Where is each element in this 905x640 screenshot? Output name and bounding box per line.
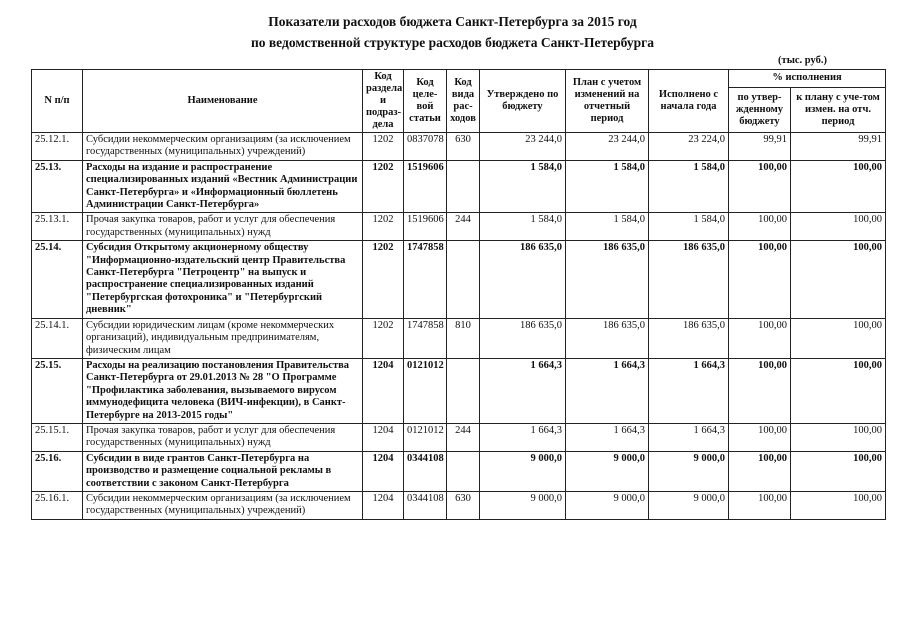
cell-razdel: 1204 [363, 491, 404, 519]
document-title-line-2: по ведомственной структуре расходов бюджета Санкт-Петербурга [250, 35, 655, 50]
cell-name: Субсидии некоммерческим организациям (за исключением государственных (муниципальных) учреждений) [83, 491, 363, 519]
cell-plan: 1 584,0 [566, 160, 649, 213]
cell-razdel: 1202 [363, 241, 404, 318]
cell-num: 25.15.1. [32, 423, 83, 451]
table-header [32, 70, 886, 133]
cell-vid [447, 160, 480, 213]
cell-num: 25.15. [32, 358, 83, 423]
cell-approved: 186 635,0 [480, 241, 566, 318]
cell-statya: 1747858 [404, 318, 447, 358]
cell-name: Расходы на издание и распространение специализированных изданий «Вестник Администрации Санкт-Петербурга» и «Информационный бюллетень Администрации Санкт-Петербурга» [83, 160, 363, 213]
cell-name: Субсидии юридическим лицам (кроме некоммерческих организаций), индивидуальным предпринимателям, физическим лицам [83, 318, 363, 358]
cell-approved: 1 664,3 [480, 423, 566, 451]
cell-plan: 186 635,0 [566, 318, 649, 358]
cell-pct-approved: 100,00 [729, 423, 791, 451]
cell-vid [447, 451, 480, 491]
header-razdel: Код раздела и подраз-дела [363, 70, 404, 133]
cell-pct-approved: 99,91 [729, 133, 791, 161]
cell-approved: 9 000,0 [480, 491, 566, 519]
cell-plan: 9 000,0 [566, 491, 649, 519]
cell-pct-plan: 100,00 [791, 491, 886, 519]
units-note: (тыс. руб.) [778, 55, 827, 66]
cell-num: 25.16. [32, 451, 83, 491]
cell-executed: 186 635,0 [649, 241, 729, 318]
cell-num: 25.13.1. [32, 213, 83, 241]
cell-approved: 1 584,0 [480, 213, 566, 241]
cell-num: 25.16.1. [32, 491, 83, 519]
table-row [32, 451, 886, 491]
header-statya: Код целе-вой статьи [404, 70, 447, 133]
cell-plan: 186 635,0 [566, 241, 649, 318]
cell-pct-approved: 100,00 [729, 451, 791, 491]
cell-executed: 9 000,0 [649, 451, 729, 491]
header-num: N п/п [32, 70, 83, 133]
header-row-1 [32, 70, 886, 88]
cell-executed: 9 000,0 [649, 491, 729, 519]
cell-vid: 630 [447, 133, 480, 161]
cell-num: 25.14. [32, 241, 83, 318]
cell-statya: 0837078 [404, 133, 447, 161]
header-plan: План с учетом изменений на отчетный период [566, 70, 649, 133]
cell-pct-plan: 100,00 [791, 358, 886, 423]
cell-pct-approved: 100,00 [729, 160, 791, 213]
cell-pct-approved: 100,00 [729, 241, 791, 318]
cell-approved: 186 635,0 [480, 318, 566, 358]
table-row [32, 423, 886, 451]
cell-pct-plan: 100,00 [791, 241, 886, 318]
header-approved: Утверждено по бюджету [480, 70, 566, 133]
table-row [32, 358, 886, 423]
cell-pct-plan: 100,00 [791, 423, 886, 451]
cell-razdel: 1202 [363, 318, 404, 358]
cell-statya: 0344108 [404, 491, 447, 519]
cell-plan: 9 000,0 [566, 451, 649, 491]
cell-razdel: 1204 [363, 423, 404, 451]
cell-razdel: 1202 [363, 133, 404, 161]
cell-pct-approved: 100,00 [729, 491, 791, 519]
document-title-line-1: Показатели расходов бюджета Санкт-Петербурга за 2015 год [268, 14, 637, 29]
cell-executed: 1 584,0 [649, 213, 729, 241]
table-row [32, 241, 886, 318]
table-row [32, 133, 886, 161]
header-pct-plan: к плану с уче-том измен. на отч. период [791, 87, 886, 133]
cell-razdel: 1202 [363, 160, 404, 213]
cell-pct-plan: 99,91 [791, 133, 886, 161]
cell-plan: 1 664,3 [566, 423, 649, 451]
table-body [32, 133, 886, 520]
cell-vid [447, 241, 480, 318]
cell-vid: 810 [447, 318, 480, 358]
table-row [32, 491, 886, 519]
cell-executed: 1 584,0 [649, 160, 729, 213]
cell-approved: 23 244,0 [480, 133, 566, 161]
cell-approved: 1 664,3 [480, 358, 566, 423]
cell-vid: 630 [447, 491, 480, 519]
cell-pct-approved: 100,00 [729, 213, 791, 241]
cell-approved: 9 000,0 [480, 451, 566, 491]
cell-pct-plan: 100,00 [791, 160, 886, 213]
cell-pct-plan: 100,00 [791, 318, 886, 358]
cell-statya: 1519606 [404, 213, 447, 241]
cell-executed: 186 635,0 [649, 318, 729, 358]
cell-name: Субсидии в виде грантов Санкт-Петербурга на производство и размещение социальной рекламы в соответствии с законом Санкт-Петербурга [83, 451, 363, 491]
header-pct-group: % исполнения [729, 70, 886, 88]
budget-table [31, 69, 886, 520]
cell-pct-approved: 100,00 [729, 318, 791, 358]
cell-num: 25.13. [32, 160, 83, 213]
cell-plan: 23 244,0 [566, 133, 649, 161]
cell-name: Прочая закупка товаров, работ и услуг для обеспечения государственных (муниципальных) нужд [83, 213, 363, 241]
table-row [32, 160, 886, 213]
cell-num: 25.14.1. [32, 318, 83, 358]
cell-pct-approved: 100,00 [729, 358, 791, 423]
header-executed: Исполнено с начала года [649, 70, 729, 133]
cell-statya: 0121012 [404, 358, 447, 423]
cell-razdel: 1202 [363, 213, 404, 241]
cell-plan: 1 664,3 [566, 358, 649, 423]
cell-executed: 1 664,3 [649, 423, 729, 451]
cell-pct-plan: 100,00 [791, 451, 886, 491]
cell-vid: 244 [447, 423, 480, 451]
cell-name: Прочая закупка товаров, работ и услуг для обеспечения государственных (муниципальных) нужд [83, 423, 363, 451]
cell-statya: 1519606 [404, 160, 447, 213]
table-row [32, 213, 886, 241]
table-row [32, 318, 886, 358]
header-pct-approved: по утвер-жденному бюджету [729, 87, 791, 133]
header-vid: Код вида рас-ходов [447, 70, 480, 133]
cell-statya: 1747858 [404, 241, 447, 318]
cell-vid: 244 [447, 213, 480, 241]
cell-num: 25.12.1. [32, 133, 83, 161]
header-name: Наименование [83, 70, 363, 133]
cell-executed: 23 224,0 [649, 133, 729, 161]
cell-statya: 0121012 [404, 423, 447, 451]
cell-pct-plan: 100,00 [791, 213, 886, 241]
cell-vid [447, 358, 480, 423]
document-title-block [0, 12, 905, 52]
cell-plan: 1 584,0 [566, 213, 649, 241]
cell-name: Субсидии некоммерческим организациям (за исключением государственных (муниципальных) учреждений) [83, 133, 363, 161]
cell-razdel: 1204 [363, 451, 404, 491]
cell-approved: 1 584,0 [480, 160, 566, 213]
cell-razdel: 1204 [363, 358, 404, 423]
cell-executed: 1 664,3 [649, 358, 729, 423]
cell-name: Расходы на реализацию постановления Правительства Санкт-Петербурга от 29.01.2013 № 28 "О Программе "Профилактика заболевания, вызываемого вирусом иммунодефицита человека (ВИЧ-инфекции), в Санкт-Петербурге на 2013-2015 годы" [83, 358, 363, 423]
cell-name: Субсидия Открытому акционерному обществу "Информационно-издательский центр Правительства Санкт-Петербурга "Петроцентр" на выпуск и распространение специализированных изданий "Петербургская фотохроника" и "Петербургский дневник" [83, 241, 363, 318]
cell-statya: 0344108 [404, 451, 447, 491]
